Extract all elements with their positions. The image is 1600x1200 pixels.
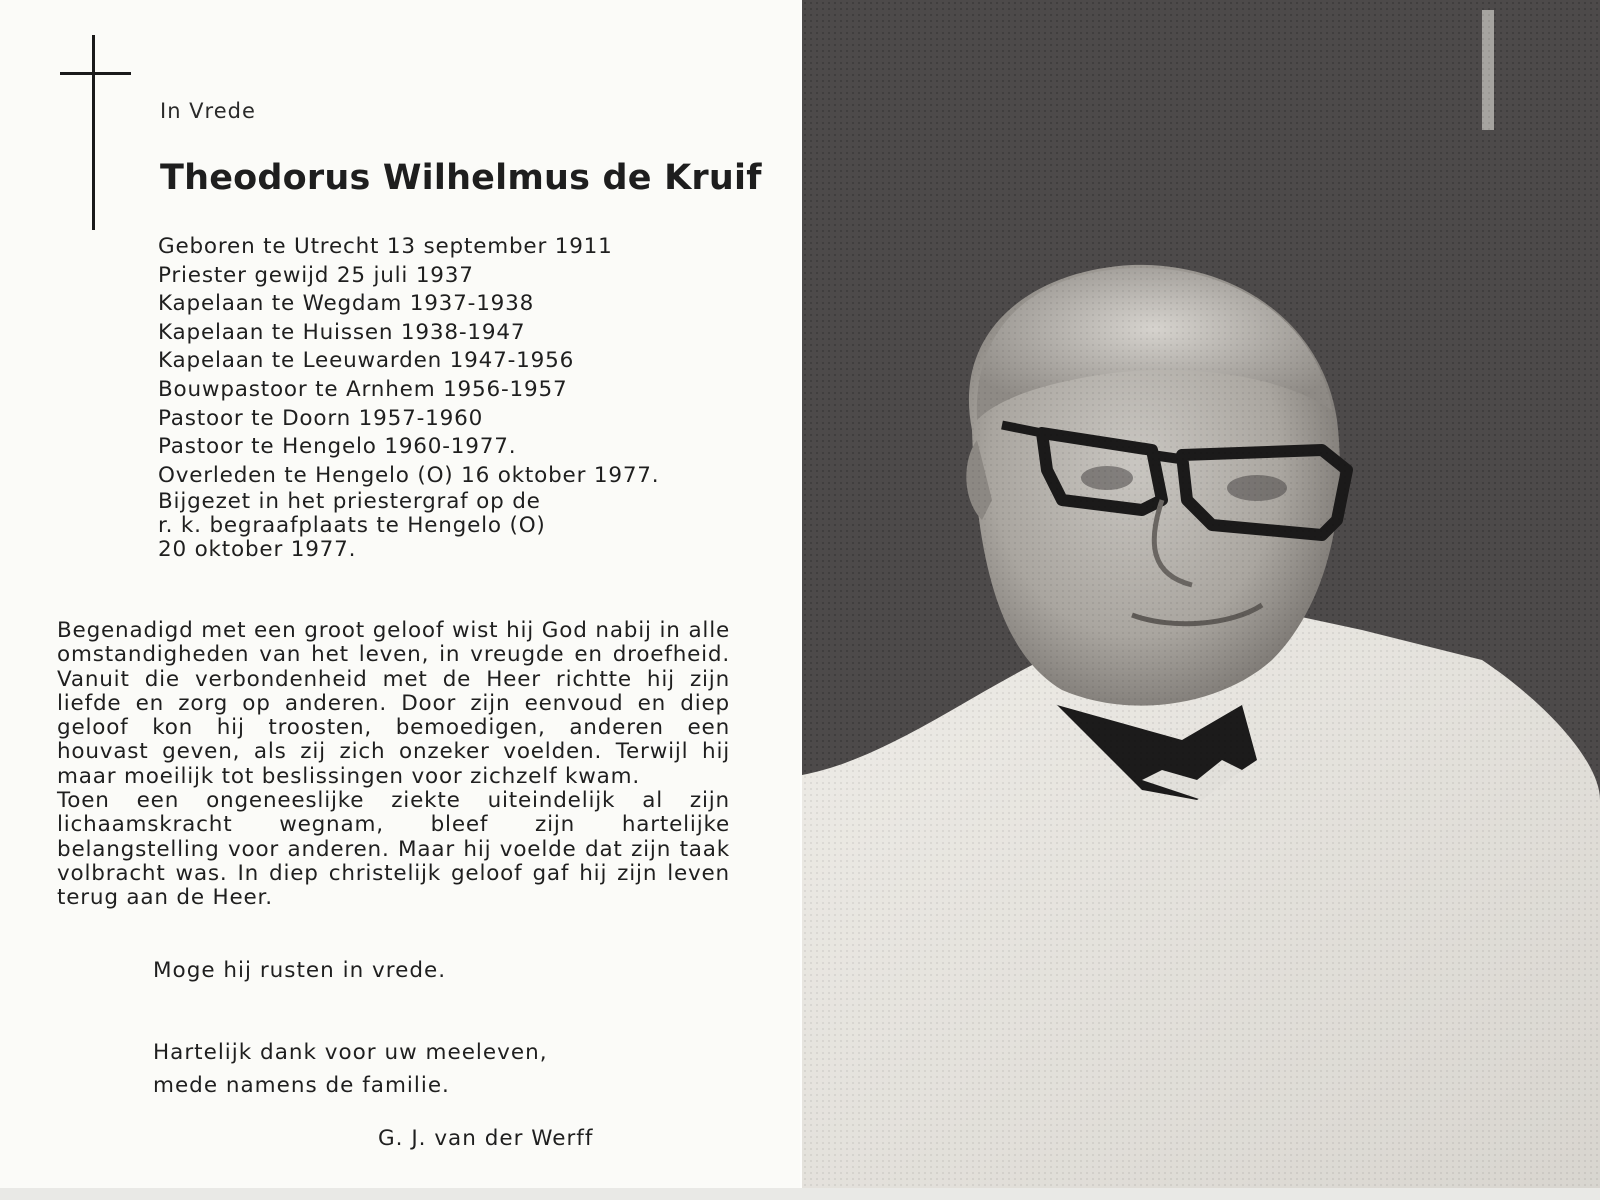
bio-line: Overleden te Hengelo (O) 16 oktober 1977. bbox=[158, 462, 660, 488]
bio-line: Kapelaan te Leeuwarden 1947-1956 bbox=[158, 348, 575, 374]
bio-line: Kapelaan te Wegdam 1937-1938 bbox=[158, 291, 535, 317]
signature-name: G. J. van der Werff bbox=[378, 1126, 594, 1151]
blessing-line: Moge hij rusten in vrede. bbox=[153, 958, 447, 983]
portrait-photo bbox=[802, 0, 1600, 1200]
cross-icon-bar bbox=[60, 72, 131, 75]
tribute-paragraph: Toen een ongeneeslijke ziekte uiteindelijk al zijn lichaamskracht wegnam, bleef zijn hartelijke belangstelling voor anderen. Maar hij voelde dat zijn taak volbracht was. In diep christelijk geloof gaf hij zijn leven terug aan de Heer. bbox=[57, 788, 730, 911]
bio-line: Pastoor te Doorn 1957-1960 bbox=[158, 405, 484, 431]
bio-line: Bijgezet in het priestergraf op de bbox=[158, 489, 541, 515]
bio-line: Priester gewijd 25 juli 1937 bbox=[158, 262, 474, 288]
bio-line: Bouwpastoor te Arnhem 1956-1957 bbox=[158, 376, 568, 402]
in-vrede-header: In Vrede bbox=[160, 99, 256, 123]
bio-line: Pastoor te Hengelo 1960-1977. bbox=[158, 434, 517, 460]
cross-icon bbox=[92, 35, 95, 230]
thanks-line: Hartelijk dank voor uw meeleven, bbox=[153, 1040, 548, 1065]
card-bottom-edge bbox=[0, 1188, 1600, 1200]
deceased-name: Theodorus Wilhelmus de Kruif bbox=[160, 158, 762, 198]
bio-line: 20 oktober 1977. bbox=[158, 537, 357, 563]
tribute-text bbox=[57, 619, 730, 911]
portrait-photo-illustration bbox=[802, 0, 1600, 1200]
thanks-line-family: mede namens de familie. bbox=[153, 1073, 450, 1098]
bio-line: Kapelaan te Huissen 1938-1947 bbox=[158, 319, 526, 345]
bio-line: Geboren te Utrecht 13 september 1911 bbox=[158, 234, 613, 259]
bio-line: r. k. begraafplaats te Hengelo (O) bbox=[158, 513, 546, 539]
biography-list bbox=[158, 233, 659, 562]
tribute-paragraph: Begenadigd met een groot geloof wist hij God nabij in alle omstandigheden van het leven, in vreugde en droefheid. Vanuit die verbondenheid met de Heer richtte hij zijn liefde en zorg op anderen. Door zijn eenvoud en diep geloof kon hij troosten, bemoedigen, anderen een houvast geven, als zij zich onzeker voelden. Terwijl hij maar moeilijk tot beslissingen voor zichzelf kwam. bbox=[57, 618, 730, 789]
